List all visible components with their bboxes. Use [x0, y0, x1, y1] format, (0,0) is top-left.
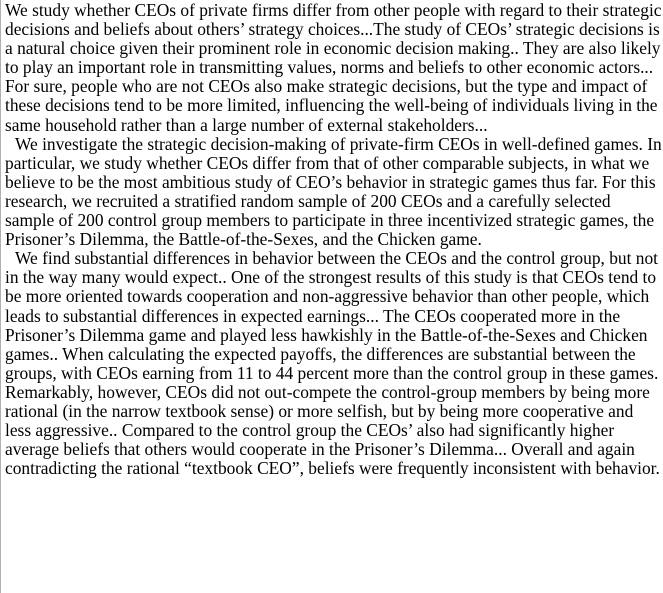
document-text — [5, 1, 662, 478]
paragraph-intro: We study whether CEOs of private firms differ from other people with regard to their strategic decisions and beliefs about others’ strategy choices...The study of CEOs’ strategic decisions is a natural choice given their prominent role in economic decision making.. They are also likely to play an important role in transmitting values, norms and beliefs to other economic actors... For sure, people who are not CEOs also make strategic decisions, but the type and impact of these decisions tend to be more limited, influencing the well-being of individuals living in the same household rather than a large number of external stakeholders... — [5, 0, 662, 135]
paragraph-findings: We find substantial differences in behavior between the CEOs and the control group, but not in the way many would expect.. One of the strongest results of this study is that CEOs tend to be more oriented towards cooperation and non-aggressive behavior than other people, which leads to substantial differences in expected earnings... The CEOs cooperated more in the Prisoner’s Dilemma game and played less hawkishly in the Battle-of-the-Sexes and Chicken games.. When calculating the expected payoffs, the differences are substantial between the groups, with CEOs earning from 11 to 44 percent more than the control group in these games. Remarkably, however, CEOs did not out-compete the control-group members by being more rational (in the narrow textbook sense) or more selfish, but by being more cooperative and less aggressive.. Compared to the control group the CEOs’ also had significantly higher average beliefs that others would cooperate in the Prisoner’s Dilemma... Overall and again contradicting the rational “textbook CEO”, beliefs were frequently inconsistent with behavior. — [5, 248, 660, 479]
paragraph-method: We investigate the strategic decision-making of private-firm CEOs in well-defined games. In particular, we study whether CEOs differ from that of other comparable subjects, in what we believe to be the most ambitious study of CEO’s behavior in strategic games thus far. For this research, we recruited a stratified random sample of 200 CEOs and a carefully selected sample of 200 control group members to participate in three incentivized strategic games, the Prisoner’s Dilemma, the Battle-of-the-Sexes, and the Chicken game. — [5, 133, 662, 250]
